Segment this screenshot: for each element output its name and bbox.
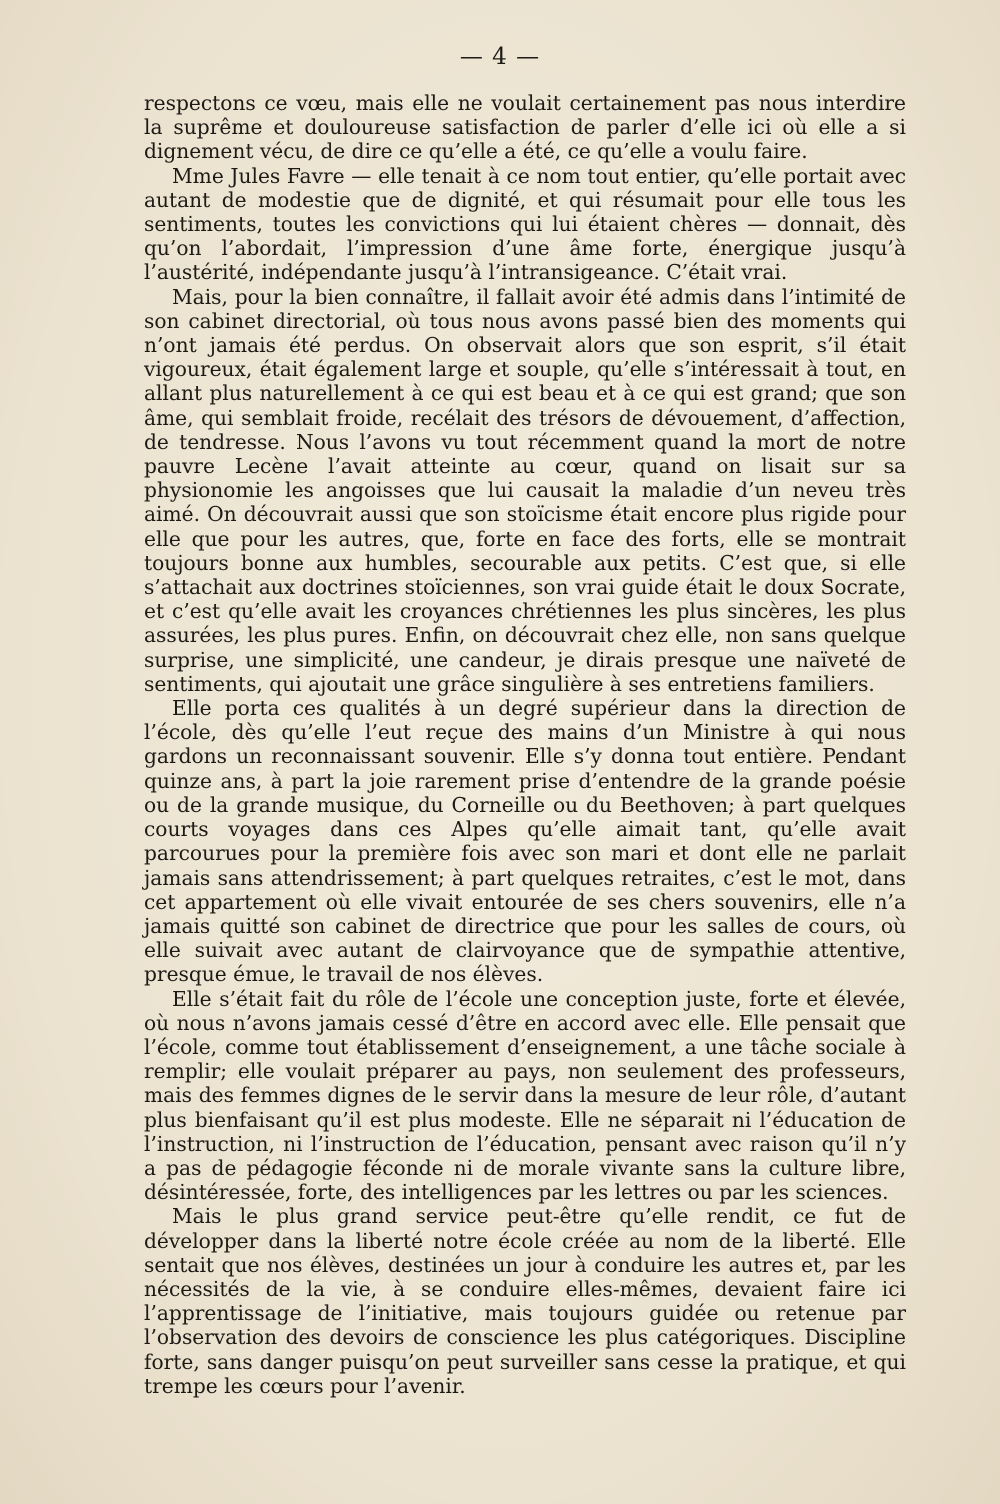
paragraph-5: Elle s’était fait du rôle de l’école une conception juste, forte et élevée, où nous n’avons jamais cessé d’être en accord avec elle. Elle pensait que l’école, comme tout établissement d’enseignement, a une tâche sociale à remplir; elle voulait préparer au pays, non seulement des professeurs, mais des femmes dignes de le servir dans la mesure de leur rôle, d’autant plus bienfaisant qu’il est plus modeste. Elle ne séparait ni l’éducation de l’instruction, ni l’instruction de l’éducation, pensant avec raison qu’il n’y a pas de pédagogie féconde ni de morale vivante sans la culture libre, désintéressée, forte, des intelligences par les lettres ou par les sciences. <box>144 986 906 1205</box>
paragraph-6: Mais le plus grand service peut-être qu’elle rendit, ce fut de développer dans la liberté notre école créée au nom de la liberté. Elle sentait que nos élèves, destinées un jour à conduire les autres et, par les nécessités de la vie, à se conduire elles-mêmes, devaient faire ici l’apprentissage de l’initiative, mais toujours guidée ou retenue par l’observation des devoirs de conscience les plus catégoriques. Discipline forte, sans danger puisqu’on peut surveiller sans cesse la pratique, et qui trempe les cœurs pour l’avenir. <box>144 1204 906 1398</box>
paragraph-1: respectons ce vœu, mais elle ne voulait certainement pas nous interdire la suprême et douloureuse satisfaction de parler d’elle ici où elle a si dignement vécu, de dire ce qu’elle a été, ce qu’elle a voulu faire. <box>144 91 906 164</box>
paragraph-2: Mme Jules Favre — elle tenait à ce nom tout entier, qu’elle portait avec autant de modestie que de dignité, et qui résumait pour elle tous les sentiments, toutes les convictions qui lui étaient chères — donnait, dès qu’on l’abordait, l’impression d’une âme forte, énergique jusqu’à l’austérité, indépendante jusqu’à l’intransigeance. C’était vrai. <box>144 163 906 285</box>
body-text <box>144 91 906 1398</box>
paragraph-3: Mais, pour la bien connaître, il fallait avoir été admis dans l’intimité de son cabinet directorial, où tous nous avons passé bien des moments qui n’ont jamais été perdus. On observait alors que son esprit, s’il était vigoureux, était également large et souple, qu’elle s’intéressait à tout, en allant plus naturellement à ce qui est beau et à ce qui est grand; que son âme, qui semblait froide, recélait des trésors de dévouement, d’affection, de tendresse. Nous l’avons vu tout récemment quand la mort de notre pauvre Lecène l’avait atteinte au cœur, quand on lisait sur sa physionomie les angoisses que lui causait la maladie d’un neveu très aimé. On découvrait aussi que son stoïcisme était encore plus rigide pour elle que pour les autres, que, forte en face des forts, elle se montrait toujours bonne aux humbles, secourable aux petits. C’est que, si elle s’attachait aux doctrines stoïciennes, son vrai guide était le doux Socrate, et c’est qu’elle avait les croyances chrétiennes les plus sincères, les plus assurées, les plus pures. Enfin, on découvrait chez elle, non sans quelque surprise, une simplicité, une candeur, je dirais presque une naïveté de sentiments, qui ajoutait une grâce singulière à ses entretiens familiers. <box>144 284 906 696</box>
paragraph-4: Elle porta ces qualités à un degré supérieur dans la direction de l’école, dès qu’elle l’eut reçue des mains d’un Ministre à qui nous gardons un reconnaissant souvenir. Elle s’y donna tout entière. Pendant quinze ans, à part la joie rarement prise d’entendre de la grande poésie ou de la grande musique, du Corneille ou du Beethoven; à part quelques courts voyages dans ces Alpes qu’elle aimait tant, qu’elle avait parcourues pour la première fois avec son mari et dont elle ne parlait jamais sans attendrissement; à part quelques retraites, c’est le mot, dans cet appartement où elle vivait entourée de ses chers souvenirs, elle n’a jamais quitté son cabinet de directrice que pour les salles de cours, où elle suivait avec autant de clairvoyance que de sympathie attentive, presque émue, le travail de nos élèves. <box>144 696 906 987</box>
page-number: — 4 — <box>459 44 541 70</box>
